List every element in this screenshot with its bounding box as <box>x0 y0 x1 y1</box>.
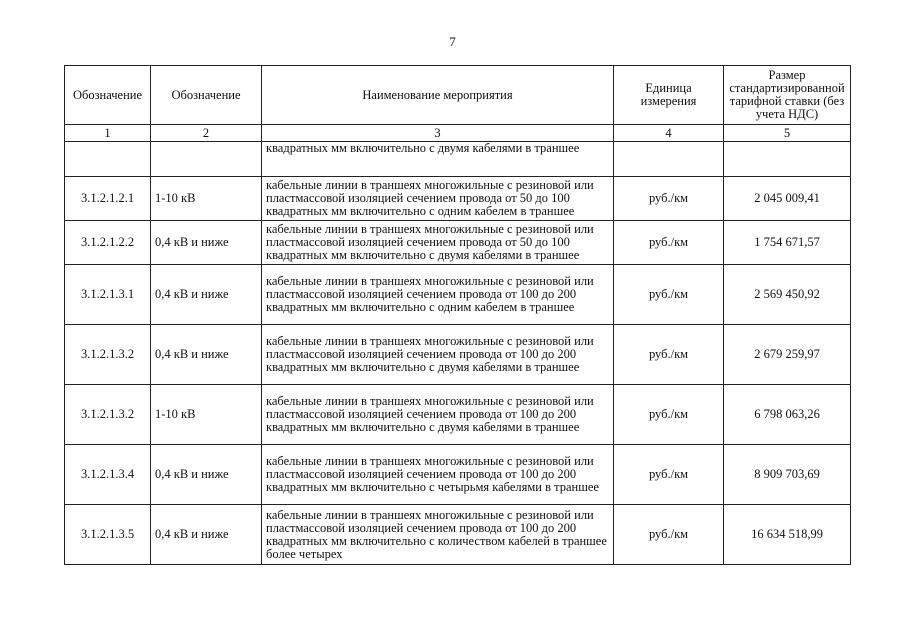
page-number: 7 <box>449 34 456 49</box>
row-rate: 2 679 259,97 <box>724 325 851 385</box>
column-numbers-row <box>65 125 851 142</box>
empty-cell <box>65 142 151 177</box>
row-rate: 16 634 518,99 <box>724 505 851 565</box>
row-voltage: 0,4 кВ и ниже <box>151 265 262 325</box>
row-code: 3.1.2.1.3.4 <box>65 445 151 505</box>
table-row <box>65 325 851 385</box>
row-voltage: 0,4 кВ и ниже <box>151 445 262 505</box>
row-unit: руб./км <box>614 385 724 445</box>
row-unit: руб./км <box>614 221 724 265</box>
row-code: 3.1.2.1.3.5 <box>65 505 151 565</box>
empty-cell <box>151 142 262 177</box>
row-rate: 6 798 063,26 <box>724 385 851 445</box>
row-description: кабельные линии в траншеях многожильные с резиновой или пластмассовой изоляцией сечением провода от 100 до 200 квадратных мм включительно с двумя кабелями в траншее <box>262 385 614 445</box>
row-rate: 8 909 703,69 <box>724 445 851 505</box>
row-code: 3.1.2.1.3.2 <box>65 325 151 385</box>
row-voltage: 0,4 кВ и ниже <box>151 325 262 385</box>
row-rate: 2 045 009,41 <box>724 177 851 221</box>
continuation-description: квадратных мм включительно с двумя кабелями в траншее <box>262 142 614 177</box>
table-row <box>65 221 851 265</box>
row-unit: руб./км <box>614 325 724 385</box>
table-row <box>65 385 851 445</box>
column-number: 1 <box>65 125 151 142</box>
row-description: кабельные линии в траншеях многожильные с резиновой или пластмассовой изоляцией сечением провода от 100 до 200 квадратных мм включительно с одним кабелем в траншее <box>262 265 614 325</box>
row-voltage: 1-10 кВ <box>151 385 262 445</box>
column-number: 4 <box>614 125 724 142</box>
row-rate: 2 569 450,92 <box>724 265 851 325</box>
row-voltage: 0,4 кВ и ниже <box>151 221 262 265</box>
continuation-row <box>65 142 851 177</box>
tariff-table <box>64 65 851 565</box>
row-voltage: 1-10 кВ <box>151 177 262 221</box>
row-unit: руб./км <box>614 505 724 565</box>
table-row <box>65 265 851 325</box>
header-description: Наименование мероприятия <box>262 66 614 125</box>
row-code: 3.1.2.1.3.1 <box>65 265 151 325</box>
header-rate: Размер стандартизированной тарифной ставки (без учета НДС) <box>724 66 851 125</box>
table-header-row <box>65 66 851 125</box>
row-description: кабельные линии в траншеях многожильные с резиновой или пластмассовой изоляцией сечением провода от 50 до 100 квадратных мм включительно с двумя кабелями в траншее <box>262 221 614 265</box>
table-row <box>65 505 851 565</box>
row-unit: руб./км <box>614 265 724 325</box>
header-code: Обозначение <box>65 66 151 125</box>
column-number: 5 <box>724 125 851 142</box>
empty-cell <box>614 142 724 177</box>
empty-cell <box>724 142 851 177</box>
row-code: 3.1.2.1.2.1 <box>65 177 151 221</box>
row-rate: 1 754 671,57 <box>724 221 851 265</box>
row-unit: руб./км <box>614 177 724 221</box>
row-description: кабельные линии в траншеях многожильные с резиновой или пластмассовой изоляцией сечением провода от 100 до 200 квадратных мм включительно с двумя кабелями в траншее <box>262 325 614 385</box>
row-code: 3.1.2.1.3.2 <box>65 385 151 445</box>
row-code: 3.1.2.1.2.2 <box>65 221 151 265</box>
row-description: кабельные линии в траншеях многожильные с резиновой или пластмассовой изоляцией сечением провода от 100 до 200 квадратных мм включительно с четырьмя кабелями в траншее <box>262 445 614 505</box>
column-number: 3 <box>262 125 614 142</box>
table-row <box>65 445 851 505</box>
row-unit: руб./км <box>614 445 724 505</box>
column-number: 2 <box>151 125 262 142</box>
header-unit: Единица измерения <box>614 66 724 125</box>
row-description: кабельные линии в траншеях многожильные с резиновой или пластмассовой изоляцией сечением провода от 100 до 200 квадратных мм включительно с количеством кабелей в траншее более четырех <box>262 505 614 565</box>
row-voltage: 0,4 кВ и ниже <box>151 505 262 565</box>
header-voltage: Обозначение <box>151 66 262 125</box>
table-row <box>65 177 851 221</box>
row-description: кабельные линии в траншеях многожильные с резиновой или пластмассовой изоляцией сечением провода от 50 до 100 квадратных мм включительно с одним кабелем в траншее <box>262 177 614 221</box>
